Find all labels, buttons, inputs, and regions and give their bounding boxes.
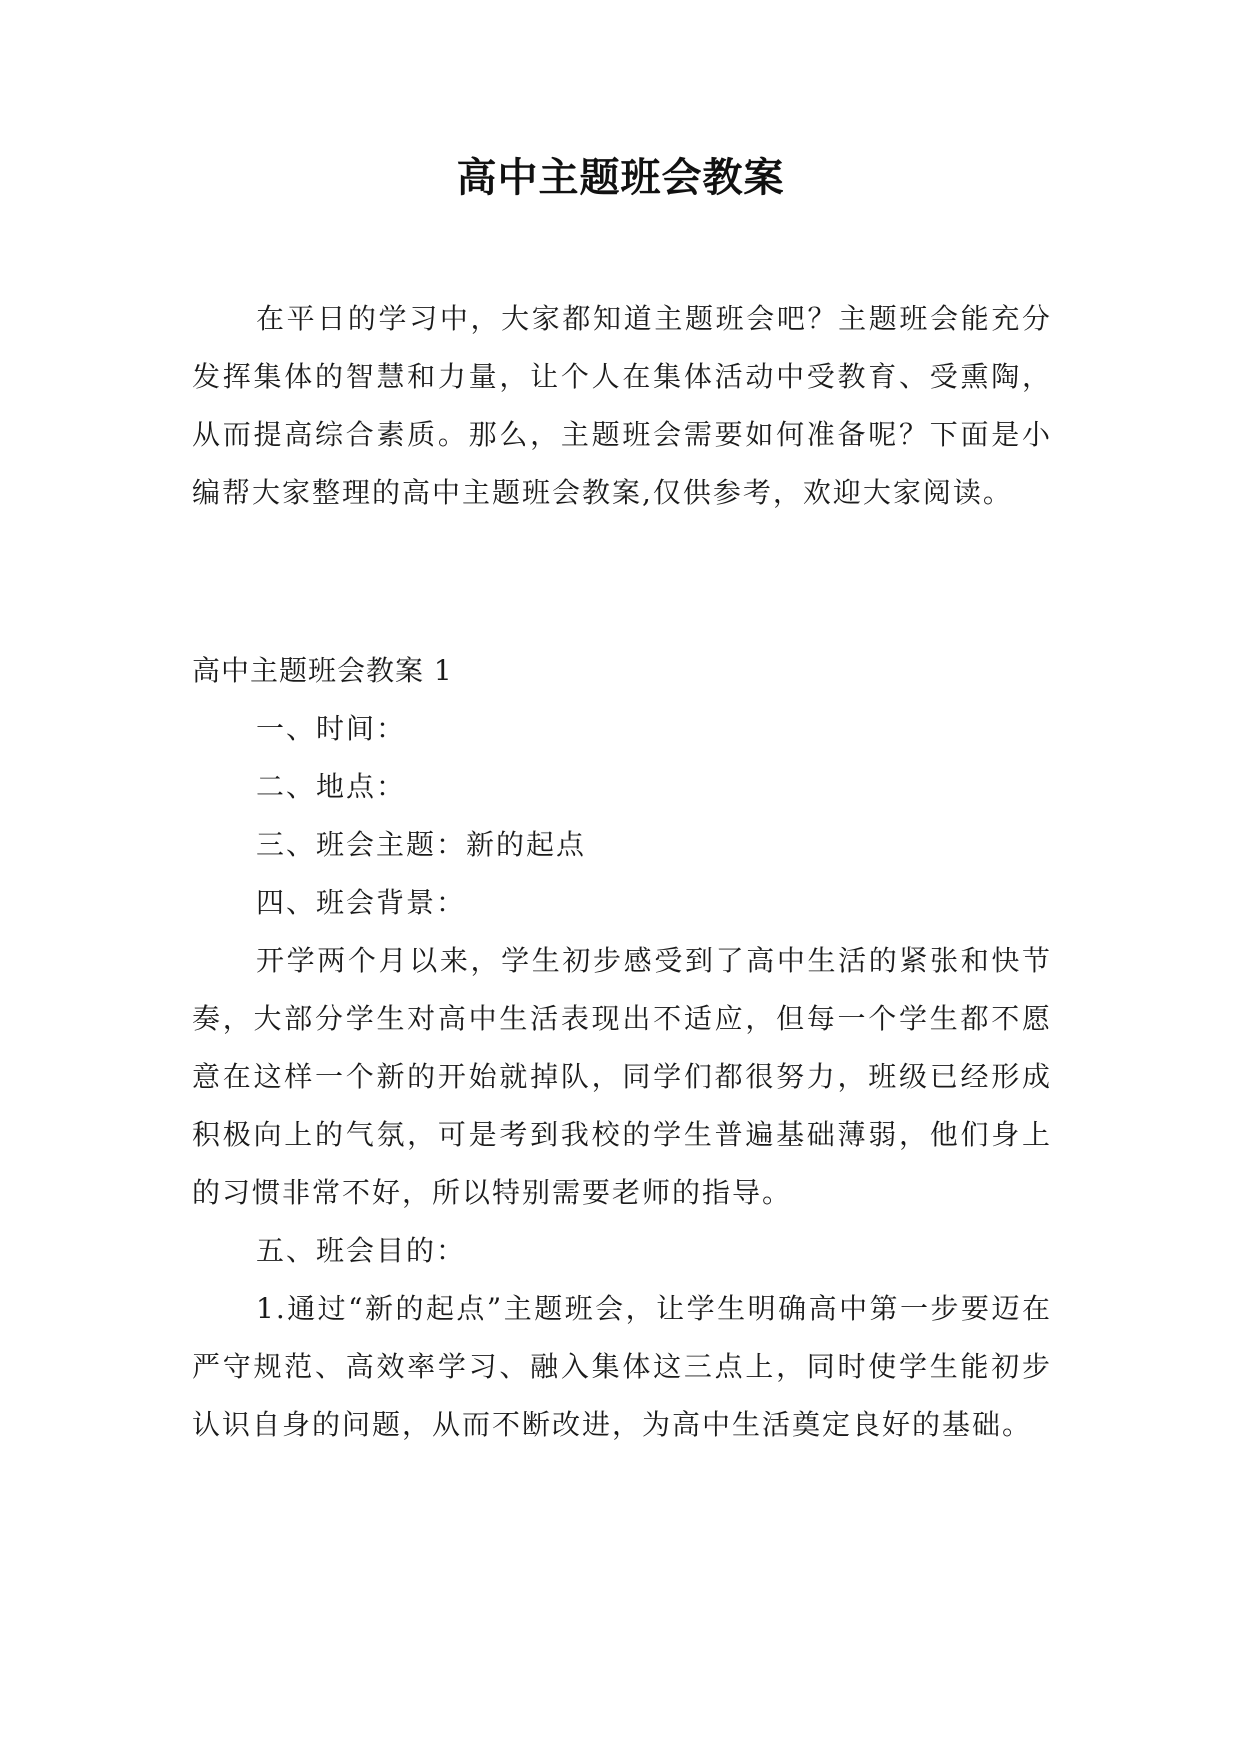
item-place: 二、地点： xyxy=(256,770,407,803)
item-time: 一、时间： xyxy=(256,712,407,745)
item-background-label: 四、班会背景： xyxy=(256,886,467,919)
intro-paragraph: 在平日的学习中，大家都知道主题班会吧？主题班会能充分发挥集体的智慧和力量，让个人在集体活动中受教育、受熏陶，从而提高综合素质。那么，主题班会需要如何准备呢？下面是小编帮大家整理的高中主题班会教案,仅供参考，欢迎大家阅读。 xyxy=(192,302,1052,509)
lesson-plan-section xyxy=(192,642,1052,1454)
document-title: 高中主题班会教案 xyxy=(456,155,785,201)
item-purpose-label: 五、班会目的： xyxy=(256,1234,467,1267)
item-theme: 三、班会主题：新的起点 xyxy=(256,828,587,861)
item-background-text: 开学两个月以来，学生初步感受到了高中生活的紧张和快节奏，大部分学生对高中生活表现出不适应，但每一个学生都不愿意在这样一个新的开始就掉队，同学们都很努力，班级已经形成积极向上的气氛，可是考到我校的学生普遍基础薄弱，他们身上的习惯非常不好，所以特别需要老师的指导。 xyxy=(192,944,1052,1209)
item-purpose-1: 1.通过“新的起点”主题班会，让学生明确高中第一步要迈在严守规范、高效率学习、融入集体这三点上，同时使学生能初步认识自身的问题，从而不断改进，为高中生活奠定良好的基础。 xyxy=(192,1292,1052,1441)
intro-block xyxy=(192,290,1052,522)
section-heading: 高中主题班会教案 1 xyxy=(192,654,453,687)
